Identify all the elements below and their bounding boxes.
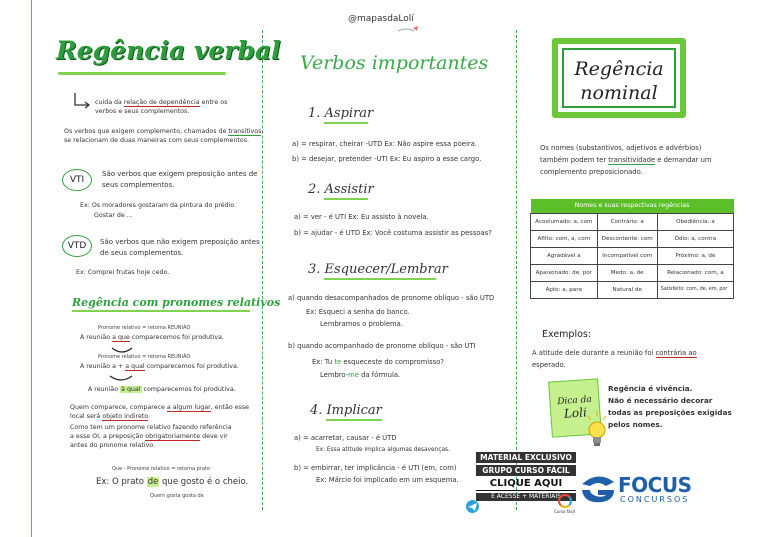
title-verbos: Verbos importantes xyxy=(300,52,489,74)
example-1: A reunião a que comparecemos foi produtiva. xyxy=(80,334,224,341)
explain-4: a esse OI, a preposição obrigatoriamente deve vir xyxy=(70,433,228,440)
table-header: Nomes e suas respectivas regências xyxy=(531,199,734,213)
handle: @mapasdaLolí xyxy=(348,14,414,24)
tip-2: Não é necessário decorar xyxy=(608,396,713,405)
esquecer-b-ex1: Ex: Tu te esqueceste do compromisso? xyxy=(312,358,444,366)
vti-line-2: seus complementos. xyxy=(102,181,175,189)
example-nominal-2: esperado. xyxy=(532,361,566,369)
explain-3: Como tem um pronome relativo fazendo referência xyxy=(70,424,232,431)
divider-1 xyxy=(262,30,263,510)
esquecer-a-ex1: Ex: Esqueci a senha do banco. xyxy=(306,308,410,316)
regencia-table xyxy=(530,199,734,299)
focus-subword: CONCURSOS xyxy=(620,495,690,504)
tip-4: pelos nomes. xyxy=(608,420,663,429)
subtitle-underline xyxy=(72,310,250,312)
note-2: Pronome relativo = retoma REUNIÃO xyxy=(98,354,191,360)
title-box-outer xyxy=(552,38,686,118)
subtitle-pronomes: Regência com pronomes relativos xyxy=(72,296,281,309)
vtd-example: Ex: Comprei frutas hoje cedo. xyxy=(76,269,170,276)
material-line-2: GRUPO CURSO FÁCIL xyxy=(476,465,576,476)
esquecer-a-ex2: Lembramos o problema. xyxy=(320,320,403,328)
vtd-circle: VTD xyxy=(62,235,92,257)
table-cell: Apto: a, para xyxy=(531,281,598,298)
explain-2: local será objeto indireto. xyxy=(70,413,151,420)
para-1b: se relacionam de duas maneiras com seus complementos. xyxy=(64,137,250,144)
implicar-a-ex: Ex: Essa atitude implica algumas desavenças. xyxy=(316,447,450,453)
intro-line-1: cuida da relação de dependência entre os xyxy=(95,99,228,106)
material-line-4: E ACESSE + MATERIAIS xyxy=(476,493,576,501)
curso-facil-logo xyxy=(558,494,572,508)
aspirar-a: a) = respirar, cheirar -UTD Ex: Não aspire essa poeira. xyxy=(292,140,477,148)
table-cell: Apaixonado: de, por xyxy=(531,264,598,281)
title-nominal: nominal xyxy=(580,82,658,104)
table-row xyxy=(531,213,734,230)
table-cell: Obediência: a xyxy=(657,213,733,230)
nominal-p1: Os nomes (substantivos, adjetivos e advérbios) xyxy=(540,144,702,152)
para-1a: Os verbos que exigem complemento, chamados de transitivos, xyxy=(64,128,264,135)
note-4: Quem gosta gosta de xyxy=(150,493,204,499)
example-nominal-1: A atitude dele durante a reunião foi contrária ao xyxy=(532,349,697,357)
vti-example-2: Gostar de ... xyxy=(94,212,133,219)
section-assistir: 2. Assistir xyxy=(308,182,374,197)
examples-title: Exemplos: xyxy=(542,329,592,340)
section-aspirar: 1. Aspirar xyxy=(308,106,374,121)
note-3: Que - Pronome relativo = retoma prato xyxy=(112,466,210,472)
section-implicar: 4. Implicar xyxy=(310,403,382,418)
intro-line-2: verbos e seus complementos. xyxy=(95,108,190,115)
table-row xyxy=(531,264,734,281)
nominal-p3: complemento preposicionado. xyxy=(540,168,643,176)
example-2: A reunião a + a qual comparecemos foi produtiva. xyxy=(80,363,239,370)
esquecer-b-ex2: Lembro-me da fórmula. xyxy=(320,371,401,379)
table-cell: Descontente: com xyxy=(597,230,657,247)
tip-3: todas as preposições exigidas xyxy=(608,408,732,417)
heart-icon xyxy=(398,22,420,34)
section-esquecer: 3. Esquecer/Lembrar xyxy=(308,262,448,277)
table-cell: Incompatível com xyxy=(597,247,657,264)
curso-facil-label: Curso fácil xyxy=(554,509,576,514)
title-underline xyxy=(58,72,226,75)
example-3: A reunião à qual comparecemos foi produtiva. xyxy=(88,386,236,393)
focus-logo-icon xyxy=(580,474,616,508)
table-cell: Natural de xyxy=(597,281,657,298)
telegram-icon[interactable] xyxy=(466,500,479,513)
table-cell: Contrário: a xyxy=(597,213,657,230)
title-regencia-verbal: Regência verbal xyxy=(56,36,281,65)
esquecer-b: b) quando acompanhado de pronome oblíquo - são UTI xyxy=(288,342,476,350)
arrow-icon xyxy=(72,92,92,114)
section-esquecer-underline xyxy=(324,278,436,280)
material-banner[interactable] xyxy=(476,452,576,501)
aspirar-b: b) = desejar, pretender -UTI Ex: Eu aspiro a esse cargo. xyxy=(292,155,482,163)
title-regencia: Regência xyxy=(574,58,664,80)
divider-2 xyxy=(516,30,517,510)
vti-line-1: São verbos que exigem preposição antes de xyxy=(102,170,258,178)
explain-1: Quem comparece, comparece a algum lugar, então esse xyxy=(70,404,250,411)
lightbulb-icon xyxy=(586,410,608,454)
table-cell: Aflito: com, a, com xyxy=(531,230,598,247)
table-cell: Relacionado: com, a xyxy=(657,264,733,281)
section-aspirar-underline xyxy=(324,122,368,124)
vti-example-1: Ex: Os moradores gostaram da pintura do prédio. xyxy=(80,202,237,209)
section-assistir-underline xyxy=(324,198,368,200)
dica-label-2: Loli xyxy=(563,405,588,421)
assistir-b: b) = ajudar - é UTD Ex: Você costuma assistir as pessoas? xyxy=(294,229,492,237)
margin-line xyxy=(31,0,32,537)
section-implicar-underline xyxy=(326,419,382,421)
explain-5: antes do pronome relativo. xyxy=(70,442,156,449)
nominal-p2: também podem ter transitividade e demandar um xyxy=(540,156,712,164)
tip-1: Regência é vivência. xyxy=(608,384,693,393)
assistir-a: a) = ver - é UTI Ex: Eu assisto à novela. xyxy=(294,213,429,221)
table-cell: Ódio: a, contra xyxy=(657,230,733,247)
vti-circle: VTI xyxy=(62,169,92,191)
esquecer-a: a) quando desacompanhados de pronome oblíquo - são UTD xyxy=(288,294,495,302)
table-cell: Satisfeito: com, de, em, por xyxy=(657,281,733,298)
dica-label-1: Dica da xyxy=(556,394,593,408)
focus-wordmark: FOCUS xyxy=(618,473,692,497)
implicar-b-ex: Ex: Márcio foi implicado em um esquema. xyxy=(316,476,459,484)
note-1: Pronome relativo = retoma REUNIÃO xyxy=(98,325,191,331)
vtd-line-1: São verbos que não exigem preposição antes xyxy=(100,238,260,246)
table-cell: Agradável a xyxy=(531,247,598,264)
table-cell: Próximo: a, de xyxy=(657,247,733,264)
example-4: Ex: O prato de que gosto é o cheio. xyxy=(96,477,249,487)
click-here-button[interactable]: CLIQUE AQUI xyxy=(476,477,576,491)
material-line-1: MATERIAL EXCLUSIVO xyxy=(476,452,576,463)
table-row xyxy=(531,230,734,247)
vtd-line-2: de seus complementos. xyxy=(100,249,184,257)
table-row xyxy=(531,281,734,298)
table-row xyxy=(531,247,734,264)
implicar-b: b) = embirrar, ter implicância - é UTI (em, com) xyxy=(294,464,457,472)
table-cell: Acostumado: a, com xyxy=(531,213,598,230)
table-cell: Medo: a, de xyxy=(597,264,657,281)
implicar-a: a) = acarretar, causar - é UTD xyxy=(294,434,397,442)
